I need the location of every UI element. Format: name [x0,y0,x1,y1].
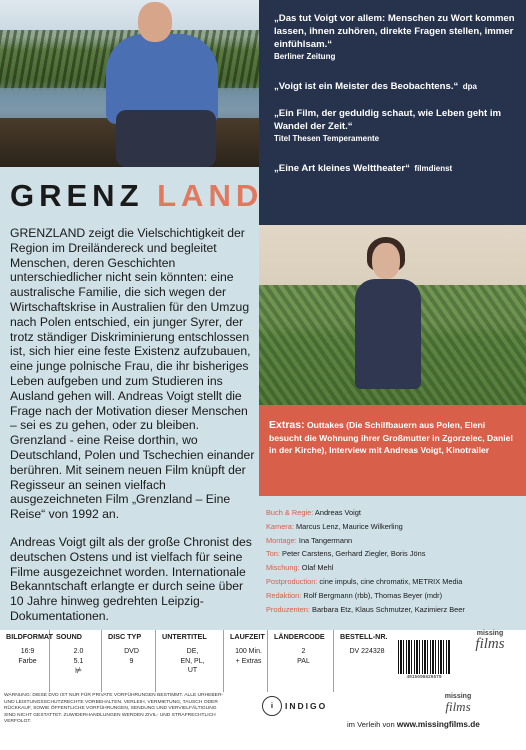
quote-4 [274,158,516,176]
title-part-2: LAND [157,178,264,213]
spec-value: 2 PAL [297,648,310,665]
spec-header: BILDFORMAT [6,632,53,641]
quote-text: „Ein Film, der geduldig schaut, wie Leben geht im Wandel der Zeit.“ [274,108,502,132]
credit-value: Olaf Mehl [301,563,334,573]
spec-table [0,630,394,692]
spec-value: 16:9 Farbe [18,648,37,665]
quote-text: „Das tut Voigt vor allem: Menschen zu Wort kommen lassen, ihnen zuhören, direkte Fragen stellen, immer einfühlsam.“ [274,13,515,50]
credits-list [266,506,524,616]
credit-value: Marcus Lenz, Maurice Wilkerling [296,521,403,531]
credit-value: Rolf Bergmann (rbb), Thomas Beyer (mdr) [303,590,443,600]
film-title [10,178,263,214]
credit-line [266,534,524,548]
distributor-line [347,720,480,729]
credit-line [266,547,524,561]
spec-column [102,630,156,692]
spec-value: 100 Min. + Extras [235,648,262,665]
credit-line [266,575,524,589]
spec-column [156,630,224,692]
indigo-logo [262,696,327,716]
spec-value: 2.0 5.1 [73,648,84,665]
photo-man-legs [116,110,216,167]
spec-value: DV 224328 [349,648,385,655]
description-paragraph-2: Andreas Voigt gilt als der große Chronist des deutschen Ostens und ist vielfach für seine Filme ausgezeichnet worden. Internationale Bekanntschaft erlangte er durch seine über 10 Jahre hinweg gedrehten Leipzig-Dokumentationen. [10,534,252,623]
spec-header: SOUND [56,632,82,641]
extras-label: Extras: [269,419,305,431]
spec-column [334,630,394,692]
quote-3 [274,107,516,145]
credit-label: Ton: [266,549,280,559]
credit-value: cine impuls, cine chromatix, METRIX Media [319,576,463,586]
distributor-url[interactable]: www.missingfilms.de [396,720,480,729]
credit-line [266,589,524,603]
credit-value: Barbara Etz, Klaus Schmutzer, Kazimierz Beer [312,604,465,614]
missing-films-logo-top [470,630,510,660]
photo-woman-body [355,279,421,389]
spec-header: LAUFZEIT [230,632,265,641]
missing-films-logo-bottom [438,693,478,717]
spec-value: DVD 9 [124,648,139,665]
credit-line [266,520,524,534]
quote-2 [274,76,516,94]
credit-value: Ina Tangermann [298,535,353,545]
quote-text: „Eine Art kleines Welttheater“ [274,163,410,174]
credit-line [266,561,524,575]
quote-source: Titel Thesen Temperamente [274,134,380,143]
logo-text-top: missing [476,630,504,637]
indigo-logo-icon: i [262,696,282,716]
logo-text-mark: films [475,636,505,652]
audio-icon: ⊭ [75,666,82,676]
cover-photo-boatman [0,0,259,167]
quote-source: filmdienst [414,164,453,173]
extras-box [259,405,526,496]
spec-value: DE, EN, PL, UT [180,648,205,675]
credit-label: Redaktion: [266,590,302,600]
logo-text-mark: films [445,699,471,714]
credit-label: Produzenten: [266,604,310,614]
barcode [398,640,450,682]
credit-line [266,603,524,617]
press-quotes-panel [259,0,526,225]
quote-1 [274,12,516,63]
distributor-prefix: im Verleih von [347,720,395,729]
spec-header: LÄNDERCODE [274,632,325,641]
spec-column [224,630,268,692]
spec-header: BESTELL-NR. [340,632,388,641]
extras-text: Outtakes (Die Schilfbauern aus Polen, Eleni besucht die Wohnung ihrer Großmutter in Zgorzelec, Daniel in der Kirche), Interview mit Andreas Voigt, Kinotrailer [269,420,513,456]
quote-text: „Voigt ist ein Meister des Beobachtens.“ [274,81,459,92]
logo-text-top: missing [444,693,472,700]
credit-label: Buch & Regie: [266,508,314,517]
film-description [10,226,256,637]
credit-value: Andreas Voigt [314,508,361,517]
credit-label: Mischung: [266,563,300,573]
credit-label: Kamera: [266,521,294,531]
photo-man-head [138,2,172,42]
spec-header: DISC TYP [108,632,142,641]
barcode-bars [398,640,450,674]
title-part-1: GRENZ [10,178,144,213]
spec-column [0,630,53,692]
credit-line [266,506,524,520]
credit-label: Montage: [266,535,297,545]
barcode-number: 4015698826579 [406,675,442,680]
photo-woman-head [372,243,400,279]
spec-column [268,630,334,692]
indigo-logo-text: INDIGO [285,701,328,711]
description-paragraph-1: GRENZLAND zeigt die Vielschichtigkeit der Region im Dreiländereck und begleitet Menschen, deren Geschichten unterschiedlicher nicht sein könnten: eine australische Familie, die sich wegen der Wirtschaftskrise in Australien für den Umzug nach Polen entschied, ein junger Syrer, der trotz ständiger Diskriminierung entschlossen ist, sich hier eine feste Existenz aufzubauen, eine junge polnische Frau, die ihr bisheriges Leben aufgeben und zum Studieren ins Ausland gehen will. Andreas Voigt stellt die Frage nach der Motivation dieser Menschen – sei es zu gehen, oder zu bleiben. Grenzland - eine Reise dorthin, wo Deutschland, Polen und Tschechien einander berühren. Mit seinem neuen Film knüpft der Regisseur an seinen vielfach ausgezeichneten Film „Grenzland – Eine Reise“ von 1992 an. [10,226,255,522]
credit-value: Peter Carstens, Gerhard Ziegler, Boris Jöns [282,549,426,559]
quote-source: Berliner Zeitung [274,52,336,61]
cover-photo-woman [259,225,526,405]
spec-column [50,630,102,692]
quote-source: dpa [462,82,477,91]
legal-warning: WARNUNG: DIESE DVD IST NUR FÜR PRIVATE VORFÜHRUNGEN BESTIMMT. ALLE URHEBER- UND LEISTUNGSSCHUTZRECHTE VORBEHALTEN. VERLEIH, VERMIETUNG, TAUSCH ODER RÜCKKAUF, SOWIE ÖFFENTLICHE VORFÜHRUNGEN, SENDUNG UND VERVIELFÄLTIGUNG SIND NICHT GESTATTET. ZUWIDERHANDLUNGEN WERDEN ZIVIL- UND STRAFRECHTLICH VERFOLGT. [4,693,224,725]
spec-header: UNTERTITEL [162,632,207,641]
bottom-info-strip [0,630,526,750]
credit-label: Postproduction: [266,576,318,586]
